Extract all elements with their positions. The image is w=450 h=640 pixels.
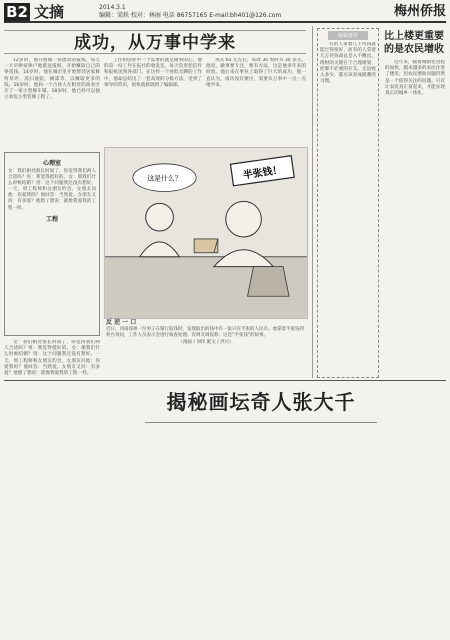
section-name: 文摘 — [34, 3, 65, 21]
cartoon-speech-text: 这是什么？ — [147, 174, 182, 183]
header-info — [99, 4, 281, 19]
article2-col2 — [145, 428, 219, 636]
page-header — [4, 3, 446, 23]
article1-col1: 12岁时，他开始做一份流动的报纸，每天一大早挨家挨户地派送报纸，开始赚取自己的零花钱。14岁时，他在城市里开始帮邻居家修剪草坪、清扫庭院、刷漆等，以赚取更多的钱。16岁时，他和一个合伙人在附近的商业区开了一家小型修车铺。18岁时，他已经可以独立承包小型装修工程了。 — [4, 58, 100, 101]
right-article-text: 近年来，随着城镇化进程的加快，越来越多的农民住进了楼房，但农民增收问题仍然是一个值得关注的问题。只有让农民真正富起来，才能实现真正的城乡一体化。 — [385, 60, 445, 97]
article2-col5 — [381, 386, 446, 636]
cartoon-source: （漫画 / 刘伟 配文 / 洪兴） — [178, 340, 234, 345]
phone: 电话 86757165 — [162, 11, 208, 19]
sidebar-continued: 女：我们相处很长时间了，你觉得我们两人合适吗？男：我觉得挺好的。女：那我们什么时候结婚？男：这个问题我还没有想好。一天，周工程师和女朋友约会，女朋友问他：你爱我吗？他回答：当然爱。女朋友又问：有多爱？他想了想说：就像我爱我的工程一样。 — [4, 340, 100, 377]
article1-col2: 工作和创业中一个需要的就是做事的心。他的第一份工作在报社的收发室，每天负责把信件和报纸送到各部门。在这样一个看似无聊的工作中，他却总结出了一套高效的分拣方法，受到了领导的赏识，很快就被调到了编辑部。 — [104, 58, 202, 88]
cartoon-illustration — [105, 148, 307, 318]
section-number: B2 — [4, 3, 30, 21]
cartoon-caption-text: 近日，河南郑州一位男子在银行取钱时，发现取出的钱中有一张只有半张的人民币。他拿着半张钱到柜台询问，工作人员表示会进行核查处理。有网友调侃称：这是“半张钱”的故事。 — [106, 327, 304, 338]
editor-recommend-text: 有的人拿着几千块钱就能过得很好，而有的人拿着几万块钱却总是入不敷出。理财的关键在于合理规划，控制不必要的开支。无论收入多少，都应该养成储蓄的习惯。 — [320, 42, 376, 85]
editor-recommend-box — [317, 28, 379, 378]
cartoon-image — [104, 147, 308, 319]
section-divider — [4, 380, 446, 381]
article1-col3: 英式 65 元左右，每周 30 周时为 30 多元。他说，做事要专注，要有方法，这是他多年来的经验。他后来在事业上取得了巨大的成功，他一直认为，成功没有捷径，需要从万事中一点一点地学来。 — [206, 58, 306, 88]
editor-recommend-label: 编辑推荐 — [328, 31, 368, 40]
sidebar-heading: 心理室 — [42, 160, 61, 167]
right-article-title: 比上楼更重要的是农民增收 — [384, 31, 444, 55]
article2-title-rule — [145, 422, 377, 423]
article1-title: 成功，从万事中学来 — [4, 30, 306, 54]
email: E-mail:bh401@126.com — [209, 11, 282, 19]
sidebar-text: 女：我们相处很长时间了，你觉得我们两人合适吗？男：我觉得挺好的。女：那我们什么时候结婚？男：这个问题我还没有想好。一天，周工程师和女朋友约会，女朋友问他：你爱我吗？他回答：当然爱。女朋友又问：有多爱？他想了想说：就像我爱我的工程一样。 — [8, 169, 96, 211]
issue-date: 2014.3.1 — [99, 4, 126, 11]
newspaper-masthead: 梅州侨报 — [393, 4, 446, 19]
cartoon-caption-title: 反 逆 一 口 — [106, 319, 137, 326]
article2-title: 揭秘画坛奇人张大千 — [166, 390, 356, 414]
article2-col3 — [223, 428, 299, 636]
right-column — [312, 26, 446, 378]
cartoon-caption — [104, 320, 308, 377]
editor-credit: 编辑：梁轶 校对：林丽 — [99, 11, 161, 19]
article2-col1 — [4, 386, 140, 636]
cartoon-sign-text: 半张钱！ — [242, 164, 284, 182]
humor-sidebar — [4, 152, 100, 336]
article2-col4 — [303, 428, 377, 636]
sidebar-heading-2: 工程 — [45, 215, 58, 223]
